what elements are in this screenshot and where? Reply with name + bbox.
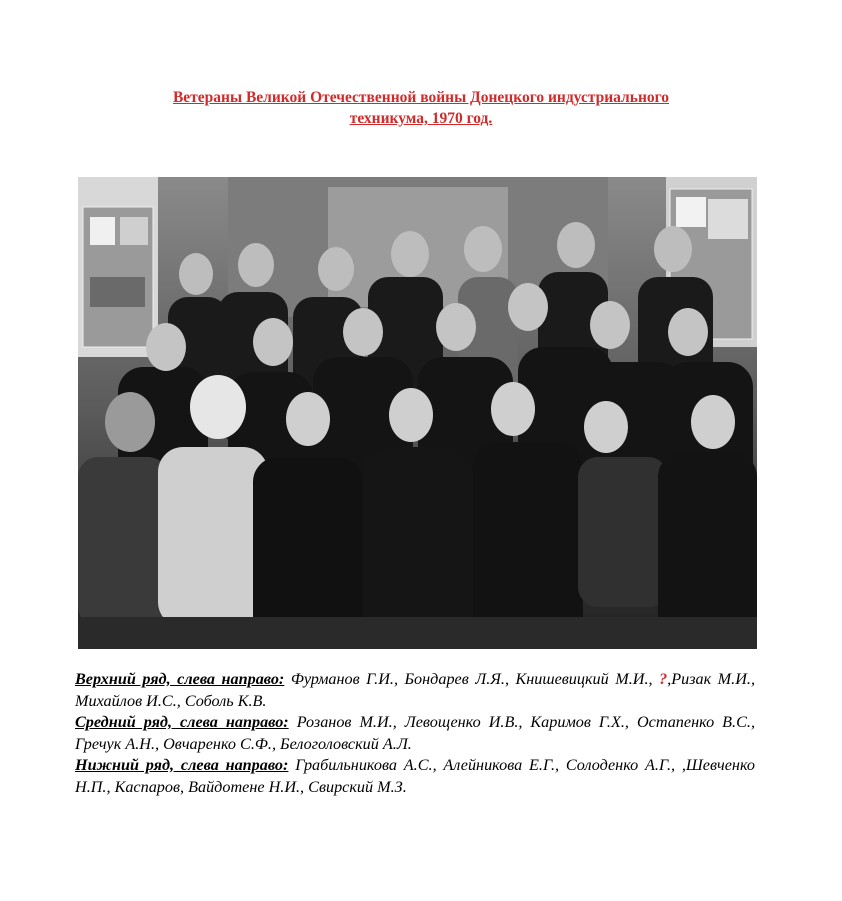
middle-row-names: Розанов М.И., Левощенко И.В., Каримов Г.Х., Остапенко В.С., Гречук А.Н., Овчаренко С.Ф., Белоголовский А.Л. (75, 713, 755, 753)
title-line-2: техникума, 1970 год. (349, 110, 493, 127)
bottom-row-label: Нижний ряд, слева направо: (75, 756, 289, 774)
photo-caption (75, 669, 755, 798)
title-line-1: Ветераны Великой Отечественной войны Донецкого индустриального (172, 89, 670, 106)
bottom-row-names: Грабильникова А.С., Алейникова Е.Г., Солоденко А.Г., ,Шевченко Н.П., Каспаров, Вайдотене Н.И., Свирский М.З. (75, 756, 755, 796)
middle-row-label: Средний ряд, слева направо: (75, 713, 289, 731)
caption-middle-row (75, 712, 755, 755)
group-photo (78, 177, 757, 649)
top-row-label: Верхний ряд, слева направо: (75, 670, 285, 688)
unknown-person-marker: ? (659, 670, 668, 688)
top-row-names-1: Фурманов Г.И., Бондарев Л.Я., Книшевицкий М.И., (284, 670, 660, 688)
top-row-names-2: ,Ризак М.И., Михайлов И.С., Соболь К.В. (75, 670, 755, 710)
caption-bottom-row (75, 755, 755, 798)
group-photo-illustration (78, 177, 757, 649)
caption-top-row (75, 669, 755, 712)
page-title (60, 87, 782, 129)
